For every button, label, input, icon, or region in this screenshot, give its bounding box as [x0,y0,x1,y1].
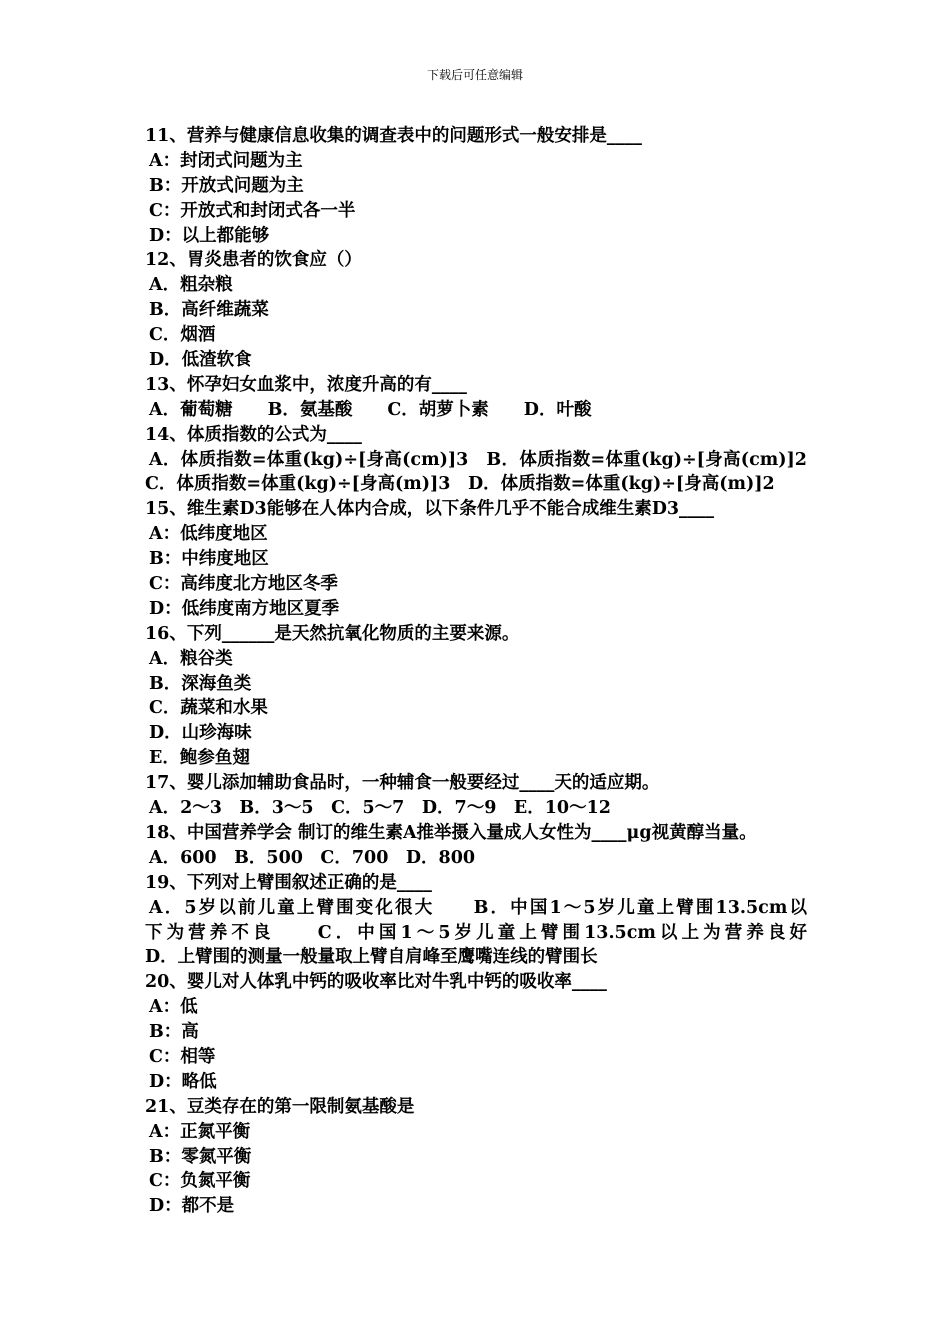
option-line: A．5岁以前儿童上臂围变化很大 B．中国1～5岁儿童上臂围13.5cm以 [149,897,807,918]
option-line: B：中纬度地区 [149,549,269,570]
option-line: D：略低 [149,1071,217,1092]
question-15: 15、维生素D3能够在人体内合成，以下条件几乎不能合成维生素D3____ [145,499,715,520]
option-line: D．山珍海味 [149,723,252,744]
option-line: D：都不是 [149,1196,235,1217]
question-11: 11、营养与健康信息收集的调查表中的问题形式一般安排是____ [145,126,642,146]
option-line: C．蔬菜和水果 [149,698,268,719]
question-19: 19、下列对上臂围叙述正确的是____ [145,872,432,893]
option-line: 下为营养不良 C．中国1～5岁儿童上臂围13.5cm以上为营养良好 [145,922,807,943]
option-line: A．粗杂粮 [149,275,233,296]
option-line: D：低纬度南方地区夏季 [149,598,340,619]
option-line: A．体质指数=体重(kg)÷[身高(cm)]3 B．体质指数=体重(kg)÷[身高(cm)]2 [149,449,807,470]
option-line: B．高纤维蔬菜 [149,300,269,321]
question-21: 21、豆类存在的第一限制氨基酸是 [145,1096,415,1117]
option-line: B．深海鱼类 [149,673,252,694]
question-list [145,124,807,1219]
option-line: A．2～3 B．3～5 C．5～7 D．7～9 E．10～12 [149,798,611,819]
question-20: 20、婴儿对人体乳中钙的吸收率比对牛乳中钙的吸收率____ [145,972,607,993]
question-18: 18、中国营养学会 制订的维生素A推举摄入量成人女性为____μg视黄醇当量。 [145,822,757,843]
option-line: A．葡萄糖 B．氨基酸 C．胡萝卜素 D．叶酸 [149,399,592,420]
option-line: B：零氮平衡 [149,1146,252,1167]
option-line: C．烟酒 [149,325,216,346]
option-line: A：正氮平衡 [149,1121,251,1142]
option-line: C：相等 [149,1046,216,1067]
option-line: C：负氮平衡 [149,1171,251,1192]
option-line: E．鲍参鱼翅 [149,748,250,769]
question-12: 12、胃炎患者的饮食应（） [145,250,362,271]
question-14: 14、体质指数的公式为____ [145,424,362,445]
page-header: 下载后可任意编辑 [426,68,523,82]
option-line: D．上臂围的测量一般量取上臂自肩峰至鹰嘴连线的臂围长 [145,947,598,968]
option-line: A：低 [149,997,198,1018]
option-line: B：高 [149,1022,199,1043]
option-line: A．粮谷类 [149,648,233,669]
option-line: A：低纬度地区 [149,524,268,545]
option-line: C．体质指数=体重(kg)÷[身高(m)]3 D．体质指数=体重(kg)÷[身高(m)]2 [145,474,775,495]
option-line: B：开放式问题为主 [149,175,304,196]
question-13: 13、怀孕妇女血浆中，浓度升高的有____ [145,374,467,395]
option-line: C：高纬度北方地区冬季 [149,574,338,595]
question-16: 16、下列______是天然抗氧化物质的主要来源。 [145,623,520,644]
question-17: 17、婴儿添加辅助食品时，一种辅食一般要经过____天的适应期。 [145,773,660,794]
option-line: D．低渣软食 [149,350,252,371]
option-line: A：封闭式问题为主 [149,150,303,171]
option-line: D：以上都能够 [149,225,270,246]
option-line: C：开放式和封闭式各一半 [149,200,356,221]
option-line: A．600 B．500 C．700 D．800 [149,847,476,868]
